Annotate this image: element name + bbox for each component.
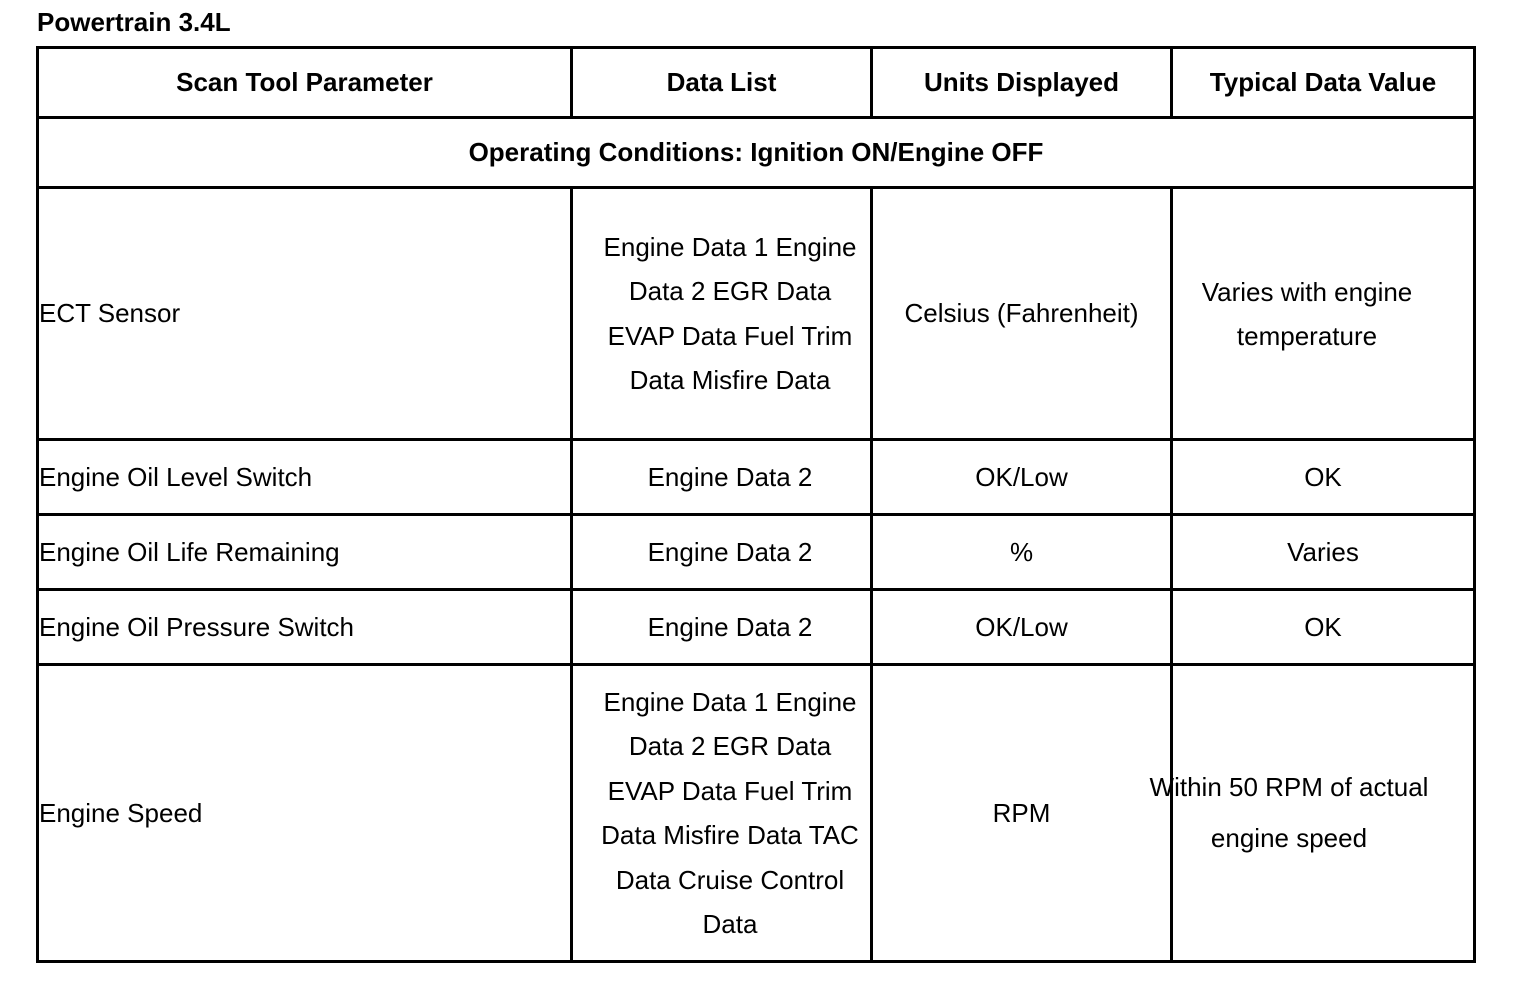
data-list-cell [572, 188, 872, 440]
typical-value-cell: OK [1172, 590, 1475, 665]
parameter-cell: Engine Oil Level Switch [38, 440, 572, 515]
parameter-cell: ECT Sensor [38, 188, 572, 440]
table-row [38, 515, 1475, 590]
data-list-text: Engine Data 2 [647, 461, 813, 492]
typical-value-text: Varies with engine temperature [1201, 276, 1413, 351]
units-cell: OK/Low [872, 590, 1172, 665]
data-list-text: Engine Data 1 Engine Data 2 EGR Data EVAP Data Fuel Trim Data Misfire Data [603, 231, 857, 395]
typical-value-cell [1149, 665, 1475, 962]
parameter-cell: Engine Oil Pressure Switch [38, 590, 572, 665]
data-list-text: Engine Data 2 [647, 611, 813, 642]
header-units-displayed: Units Displayed [872, 48, 1172, 118]
data-list-cell [572, 440, 872, 515]
table-row [38, 665, 1475, 962]
units-cell: Celsius (Fahrenheit) [872, 188, 1172, 440]
parameter-cell: Engine Oil Life Remaining [38, 515, 572, 590]
data-list-cell [572, 515, 872, 590]
units-cell: RPM [872, 665, 1172, 962]
table-row [38, 440, 1475, 515]
data-list-cell [572, 665, 872, 962]
operating-conditions-row [38, 118, 1475, 188]
scan-tool-data-table [36, 46, 1476, 963]
typical-value-text: Within 50 RPM of actual engine speed [1149, 772, 1429, 853]
units-cell: % [872, 515, 1172, 590]
typical-value-cell [1172, 188, 1475, 440]
header-data-list: Data List [572, 48, 872, 118]
table-header-row [38, 48, 1475, 118]
typical-value-cell: Varies [1172, 515, 1475, 590]
header-typical-data-value: Typical Data Value [1172, 48, 1475, 118]
typical-value-cell: OK [1172, 440, 1475, 515]
operating-conditions-label: Operating Conditions: Ignition ON/Engine OFF [38, 118, 1475, 188]
header-scan-tool-parameter: Scan Tool Parameter [38, 48, 572, 118]
data-list-cell [572, 590, 872, 665]
table-row [38, 188, 1475, 440]
data-list-text: Engine Data 2 [647, 536, 813, 567]
table-row [38, 590, 1475, 665]
document-title: Powertrain 3.4L [37, 7, 231, 37]
parameter-cell: Engine Speed [38, 665, 572, 962]
units-cell: OK/Low [872, 440, 1172, 515]
data-list-text: Engine Data 1 Engine Data 2 EGR Data EVAP Data Fuel Trim Data Misfire Data TAC Data Cruise Control Data [601, 686, 859, 939]
